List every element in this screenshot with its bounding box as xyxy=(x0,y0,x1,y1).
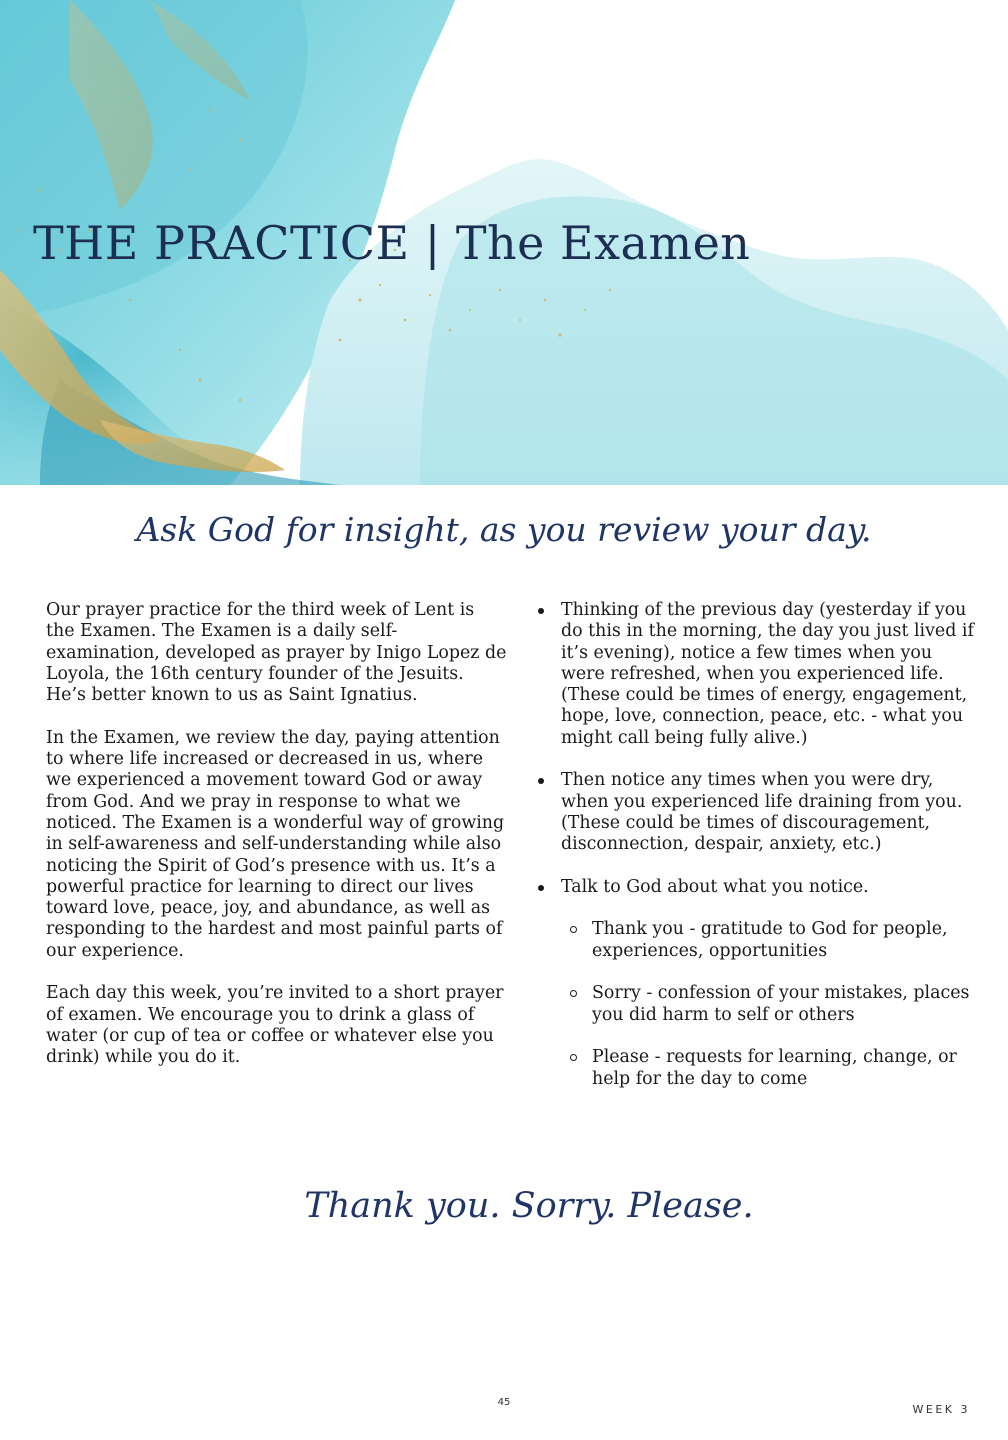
page-number: 45 xyxy=(497,1397,511,1408)
hollow-bullet-icon xyxy=(570,1054,577,1061)
intro-paragraph: Each day this week, you’re invited to a short prayer of examen. We encourage you to drink a glass of water (or cup of tea or coffee or whatever else you drink) while you do it. xyxy=(46,983,504,1068)
sub-step-item xyxy=(561,1047,980,1090)
header-banner xyxy=(0,0,1008,485)
step-item xyxy=(528,600,980,749)
intro-paragraph: Our prayer practice for the third week of Lent is the Examen. The Examen is a daily self-examination, developed as prayer by Inigo Lopez de Loyola, the 16th century founder of the Jesuits. He’s better known to us as Saint Ignatius. xyxy=(46,600,507,706)
bullet-icon xyxy=(538,885,544,891)
sub-step-text: Please - requests for learning, change, or help for the day to come xyxy=(592,1047,957,1089)
tagline: Ask God for insight, as you review your day. xyxy=(136,510,872,549)
steps-column xyxy=(528,600,980,1111)
sub-step-text: Thank you - gratitude to God for people, experiences, opportunities xyxy=(592,919,948,961)
step-text: Then notice any times when you were dry, when you experienced life draining from you. (These could be times of discouragement, disconnection, despair, anxiety, etc.) xyxy=(561,770,963,855)
sub-step-text: Sorry - confession of your mistakes, places you did harm to self or others xyxy=(592,983,970,1025)
hollow-bullet-icon xyxy=(570,926,577,933)
sub-step-item xyxy=(561,919,980,962)
steps-list xyxy=(528,600,980,1090)
sub-step-item xyxy=(561,983,980,1026)
step-item xyxy=(528,770,980,855)
bullet-icon xyxy=(538,608,544,614)
intro-paragraph: In the Examen, we review the day, paying attention to where life increased or decreased in us, where we experienced a movement toward God or away from God. And we pray in response to what we noticed. The Examen is a wonderful way of growing in self-awareness and self-understanding while also noticing the Spirit of God’s presence with us. It’s a powerful practice for learning to direct our lives toward love, peace, joy, and abundance, as well as responding to the hardest and most painful parts of our experience. xyxy=(46,727,505,961)
intro-column xyxy=(46,600,508,1090)
step-text: Thinking of the previous day (yesterday if you do this in the morning, the day you just lived if it’s evening), notice a few times when you were refreshed, when you experienced life. (These could be times of energy, engagement, hope, love, connection, peace, etc. - what you might call being fully alive.) xyxy=(561,600,974,748)
step-text: Talk to God about what you notice. xyxy=(561,876,869,897)
bullet-icon xyxy=(538,778,544,784)
hollow-bullet-icon xyxy=(570,990,577,997)
page-title: THE PRACTICE | The Examen xyxy=(33,216,751,270)
prayer-sublist xyxy=(561,919,980,1089)
step-item xyxy=(528,877,980,1090)
closing-line: Thank you. Sorry. Please. xyxy=(304,1186,754,1226)
week-label: WEEK 3 xyxy=(912,1403,970,1416)
